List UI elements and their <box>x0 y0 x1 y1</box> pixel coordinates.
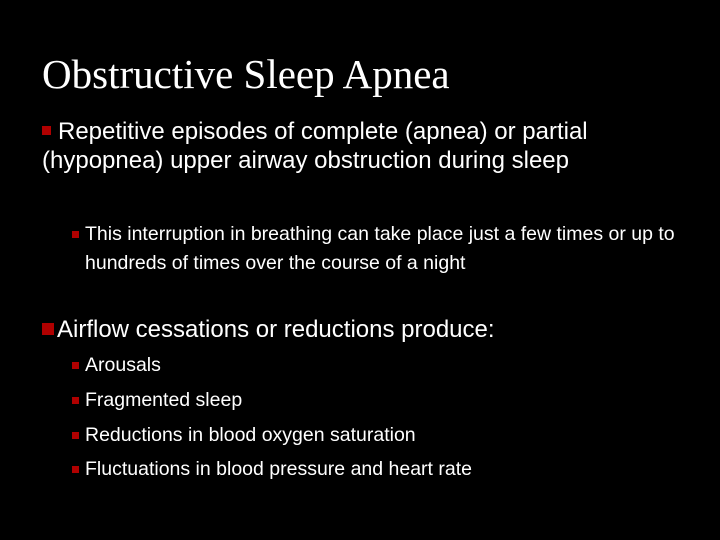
sub-bullet-2-3 <box>72 422 416 448</box>
sub-bullet-2-1 <box>72 352 161 378</box>
square-bullet-icon <box>42 323 54 335</box>
sub-bullet-2-2-text: Fragmented sleep <box>85 389 243 411</box>
square-bullet-icon <box>72 231 79 238</box>
square-bullet-icon <box>72 362 79 369</box>
bullet-2 <box>42 314 495 346</box>
slide-title: Obstructive Sleep Apnea <box>42 51 450 97</box>
bullet-1-text: Repetitive episodes of complete (apnea) or partial (hypopnea) upper airway obstruction during sleep <box>42 118 588 174</box>
sub-bullet-2-1-text: Arousals <box>85 354 161 376</box>
sub-bullet-1-1-text: This interruption in breathing can take place just a few times or up to hundreds of times over the course of a night <box>85 223 675 274</box>
sub-bullet-2-2 <box>72 387 242 413</box>
bullet-1 <box>42 117 682 175</box>
sub-bullet-2-4-text: Fluctuations in blood pressure and heart rate <box>85 458 472 480</box>
sub-bullet-2-3-text: Reductions in blood oxygen saturation <box>85 424 416 446</box>
bullet-2-text: Airflow cessations or reductions produce: <box>57 316 495 343</box>
square-bullet-icon <box>72 466 79 473</box>
sub-bullet-1-1 <box>72 220 682 278</box>
square-bullet-icon <box>72 432 79 439</box>
square-bullet-icon <box>42 126 51 135</box>
sub-bullet-2-4 <box>72 456 472 482</box>
square-bullet-icon <box>72 397 79 404</box>
